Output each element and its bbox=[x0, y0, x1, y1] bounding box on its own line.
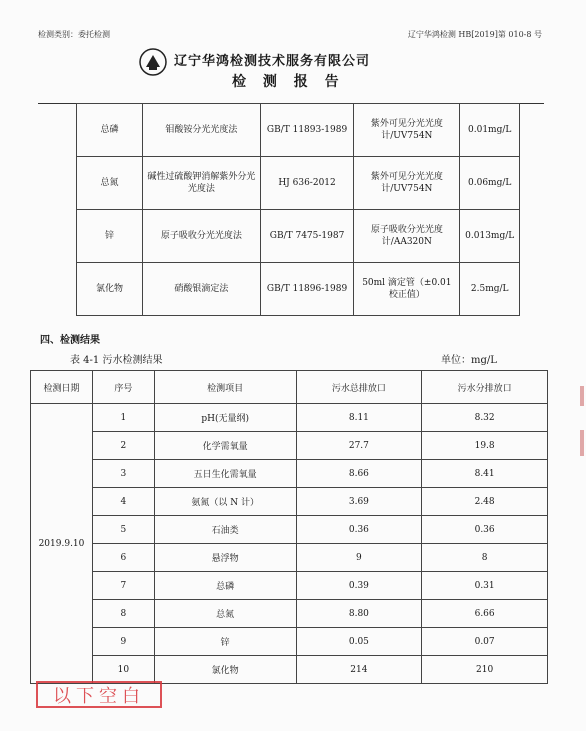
method-method-cell: 钼酸铵分光光度法 bbox=[142, 104, 260, 157]
table-row bbox=[31, 488, 548, 516]
edge-mark bbox=[580, 386, 584, 406]
result-total-cell: 0.39 bbox=[296, 572, 422, 600]
results-table bbox=[30, 370, 548, 684]
result-branch-cell: 6.66 bbox=[422, 600, 548, 628]
method-row bbox=[77, 210, 520, 263]
result-branch-cell: 19.8 bbox=[422, 432, 548, 460]
result-item-cell: pH(无量纲) bbox=[154, 404, 296, 432]
method-row bbox=[77, 157, 520, 210]
method-standard-cell: GB/T 11896-1989 bbox=[260, 263, 354, 316]
table-row bbox=[31, 404, 548, 432]
table-row bbox=[31, 600, 548, 628]
result-item-cell: 悬浮物 bbox=[154, 544, 296, 572]
table-row bbox=[31, 516, 548, 544]
method-instrument-cell: 原子吸收分光光度计/AA320N bbox=[354, 210, 460, 263]
result-total-cell: 9 bbox=[296, 544, 422, 572]
results-header-cell: 污水分排放口 bbox=[422, 371, 548, 404]
result-item-cell: 氨氮（以 N 计） bbox=[154, 488, 296, 516]
result-total-cell: 27.7 bbox=[296, 432, 422, 460]
method-method-cell: 硝酸银滴定法 bbox=[142, 263, 260, 316]
result-total-cell: 0.36 bbox=[296, 516, 422, 544]
result-total-cell: 0.05 bbox=[296, 628, 422, 656]
result-branch-cell: 0.07 bbox=[422, 628, 548, 656]
result-item-cell: 石油类 bbox=[154, 516, 296, 544]
method-item-cell: 氯化物 bbox=[77, 263, 143, 316]
table-row bbox=[31, 628, 548, 656]
detection-date-cell: 2019.9.10 bbox=[31, 404, 93, 684]
method-standard-cell: HJ 636-2012 bbox=[260, 157, 354, 210]
result-no-cell: 6 bbox=[92, 544, 154, 572]
method-limit-cell: 2.5mg/L bbox=[460, 263, 520, 316]
method-item-cell: 锌 bbox=[77, 210, 143, 263]
document-number: 辽宁华鸿检测 HB[2019]第 010-8 号 bbox=[407, 30, 542, 39]
result-total-cell: 214 bbox=[296, 656, 422, 684]
result-total-cell: 3.69 bbox=[296, 488, 422, 516]
table-row bbox=[31, 656, 548, 684]
results-header-cell: 污水总排放口 bbox=[296, 371, 422, 404]
method-standard-cell: GB/T 11893-1989 bbox=[260, 104, 354, 157]
result-branch-cell: 8.32 bbox=[422, 404, 548, 432]
result-item-cell: 总氮 bbox=[154, 600, 296, 628]
method-instrument-cell: 紫外可见分光光度计/UV754N bbox=[354, 157, 460, 210]
result-item-cell: 总磷 bbox=[154, 572, 296, 600]
edge-mark bbox=[580, 430, 584, 456]
result-no-cell: 5 bbox=[92, 516, 154, 544]
detection-category: 检测类别：委托检测 bbox=[38, 30, 110, 39]
method-instrument-cell: 紫外可见分光光度计/UV754N bbox=[354, 104, 460, 157]
result-branch-cell: 8 bbox=[422, 544, 548, 572]
result-item-cell: 锌 bbox=[154, 628, 296, 656]
table-row bbox=[31, 432, 548, 460]
table-row bbox=[31, 572, 548, 600]
results-header-cell: 检测日期 bbox=[31, 371, 93, 404]
result-total-cell: 8.80 bbox=[296, 600, 422, 628]
method-method-cell: 碱性过硫酸钾消解紫外分光光度法 bbox=[142, 157, 260, 210]
result-no-cell: 2 bbox=[92, 432, 154, 460]
method-standard-cell: GB/T 7475-1987 bbox=[260, 210, 354, 263]
company-logo-icon bbox=[138, 47, 168, 77]
methods-table bbox=[76, 103, 520, 316]
unit-label: 单位：mg/L bbox=[441, 355, 497, 366]
result-branch-cell: 0.31 bbox=[422, 572, 548, 600]
method-instrument-cell: 50ml 滴定管（±0.01 校正值） bbox=[354, 263, 460, 316]
results-header-cell: 序号 bbox=[92, 371, 154, 404]
result-total-cell: 8.11 bbox=[296, 404, 422, 432]
result-branch-cell: 210 bbox=[422, 656, 548, 684]
result-no-cell: 10 bbox=[92, 656, 154, 684]
company-name: 辽宁华鸿检测技术服务有限公司 bbox=[174, 54, 371, 69]
result-branch-cell: 0.36 bbox=[422, 516, 548, 544]
result-no-cell: 1 bbox=[92, 404, 154, 432]
table-row bbox=[31, 460, 548, 488]
blank-below-stamp: 以下空白 bbox=[36, 681, 162, 708]
result-no-cell: 7 bbox=[92, 572, 154, 600]
method-row bbox=[77, 104, 520, 157]
result-item-cell: 化学需氧量 bbox=[154, 432, 296, 460]
result-no-cell: 4 bbox=[92, 488, 154, 516]
result-branch-cell: 8.41 bbox=[422, 460, 548, 488]
method-limit-cell: 0.013mg/L bbox=[460, 210, 520, 263]
result-item-cell: 氯化物 bbox=[154, 656, 296, 684]
result-total-cell: 8.66 bbox=[296, 460, 422, 488]
method-row bbox=[77, 263, 520, 316]
section-title: 四、检测结果 bbox=[40, 335, 100, 346]
result-item-cell: 五日生化需氧量 bbox=[154, 460, 296, 488]
result-no-cell: 3 bbox=[92, 460, 154, 488]
method-method-cell: 原子吸收分光光度法 bbox=[142, 210, 260, 263]
result-no-cell: 8 bbox=[92, 600, 154, 628]
method-item-cell: 总磷 bbox=[77, 104, 143, 157]
result-no-cell: 9 bbox=[92, 628, 154, 656]
table-row bbox=[31, 544, 548, 572]
method-limit-cell: 0.01mg/L bbox=[460, 104, 520, 157]
report-title: 检 测 报 告 bbox=[232, 74, 345, 90]
method-item-cell: 总氮 bbox=[77, 157, 143, 210]
result-branch-cell: 2.48 bbox=[422, 488, 548, 516]
results-header-cell: 检测项目 bbox=[154, 371, 296, 404]
table-caption: 表 4-1 污水检测结果 bbox=[70, 355, 163, 366]
method-limit-cell: 0.06mg/L bbox=[460, 157, 520, 210]
